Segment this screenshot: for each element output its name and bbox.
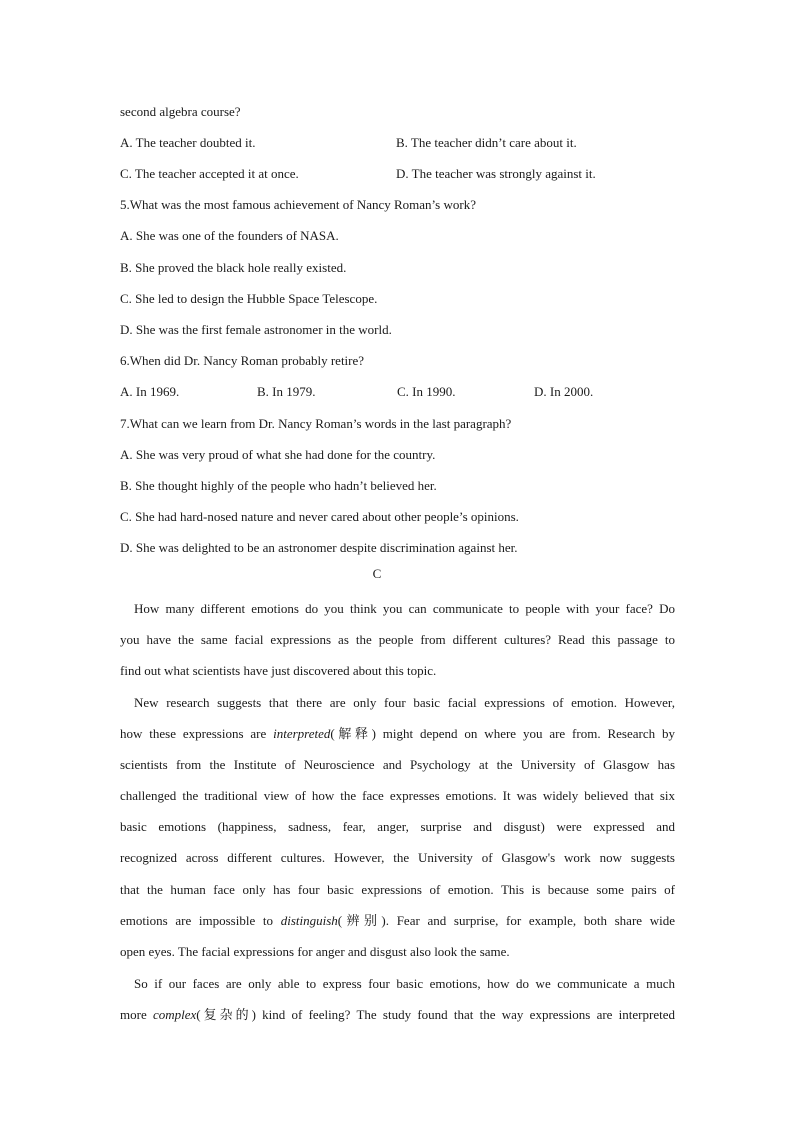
section-label: C bbox=[372, 566, 382, 581]
text: emotions are impossible to bbox=[120, 912, 281, 928]
text: more bbox=[120, 1007, 153, 1023]
question-7-option-d: D. She was delighted to be an astronomer despite discrimination against her. bbox=[120, 540, 518, 555]
chinese-gloss: (辨别) bbox=[337, 912, 386, 928]
paragraph-line: that the human face only has four basic expressions of emotion. This is because some pairs of bbox=[120, 881, 675, 897]
paragraph-line bbox=[120, 905, 675, 936]
question-7-stem: 7.What can we learn from Dr. Nancy Roman’s words in the last paragraph? bbox=[120, 416, 512, 431]
question-5-option-d: D. She was the first female astronomer in the world. bbox=[120, 322, 392, 337]
text: might depend on where you are from. Research by bbox=[375, 726, 675, 742]
question-6-stem: 6.When did Dr. Nancy Roman probably retire? bbox=[120, 353, 365, 368]
question-7-option-c: C. She had hard-nosed nature and never cared about other people’s opinions. bbox=[120, 509, 519, 524]
question-5-option-b: B. She proved the black hole really existed. bbox=[120, 260, 347, 275]
passage-paragraph-1 bbox=[120, 593, 675, 686]
text: kind of feeling? The study found that the way expressions are interpreted bbox=[255, 1007, 675, 1023]
chinese-gloss: (解释) bbox=[330, 726, 376, 742]
option-a: A. In 1969. bbox=[120, 384, 180, 399]
paragraph-line: open eyes. The facial expressions for anger and disgust also look the same. bbox=[120, 943, 510, 959]
passage-paragraph-2 bbox=[120, 687, 675, 967]
option-c: C. The teacher accepted it at once. bbox=[120, 166, 299, 181]
text: . Fear and surprise, for example, both share wide bbox=[385, 912, 676, 928]
option-b: B. In 1979. bbox=[257, 384, 316, 399]
paragraph-line bbox=[120, 999, 675, 1030]
option-a: A. The teacher doubted it. bbox=[120, 135, 256, 150]
paragraph-line: scientists from the Institute of Neuroscience and Psychology at the University of Glasgow has bbox=[120, 757, 675, 773]
question-7-option-a: A. She was very proud of what she had done for the country. bbox=[120, 447, 436, 462]
option-d: D. In 2000. bbox=[534, 384, 594, 399]
paragraph-line: find out what scientists have just discovered about this topic. bbox=[120, 663, 437, 679]
option-b: B. The teacher didn’t care about it. bbox=[396, 135, 577, 150]
question-4-stem-continued: second algebra course? bbox=[120, 104, 241, 119]
paragraph-line: So if our faces are only able to express four basic emotions, how do we communicate a much bbox=[134, 976, 675, 991]
option-c: C. In 1990. bbox=[397, 384, 456, 399]
paragraph-line: challenged the traditional view of how the face expresses emotions. It was widely believed that six bbox=[120, 788, 675, 804]
paragraph-line: How many different emotions do you think you can communicate to people with your face? Do bbox=[134, 601, 675, 616]
paragraph-line: New research suggests that there are only four basic facial expressions of emotion. However, bbox=[134, 695, 675, 710]
question-5-stem: 5.What was the most famous achievement of Nancy Roman’s work? bbox=[120, 197, 476, 212]
option-d: D. The teacher was strongly against it. bbox=[396, 166, 596, 181]
passage-paragraph-3 bbox=[120, 968, 675, 1030]
text: how these expressions are bbox=[120, 726, 274, 742]
question-4-options-row-2 bbox=[120, 166, 596, 182]
vocab-word-complex: complex bbox=[152, 1007, 197, 1023]
paragraph-line bbox=[120, 718, 675, 749]
question-5-option-a: A. She was one of the founders of NASA. bbox=[120, 228, 339, 243]
vocab-word-distinguish: distinguish bbox=[280, 912, 338, 928]
chinese-gloss: (复杂的) bbox=[196, 1007, 256, 1023]
question-5-option-c: C. She led to design the Hubble Space Telescope. bbox=[120, 291, 378, 306]
vocab-word-interpreted: interpreted bbox=[273, 726, 331, 742]
paragraph-line: basic emotions (happiness, sadness, fear, anger, surprise and disgust) were expressed and bbox=[120, 819, 675, 835]
paragraph-line: you have the same facial expressions as the people from different cultures? Read this passage to bbox=[120, 632, 675, 648]
question-4-options-row-1 bbox=[120, 135, 577, 151]
question-7-option-b: B. She thought highly of the people who hadn’t believed her. bbox=[120, 478, 437, 493]
paragraph-line: recognized across different cultures. However, the University of Glasgow's work now suggests bbox=[120, 850, 675, 866]
